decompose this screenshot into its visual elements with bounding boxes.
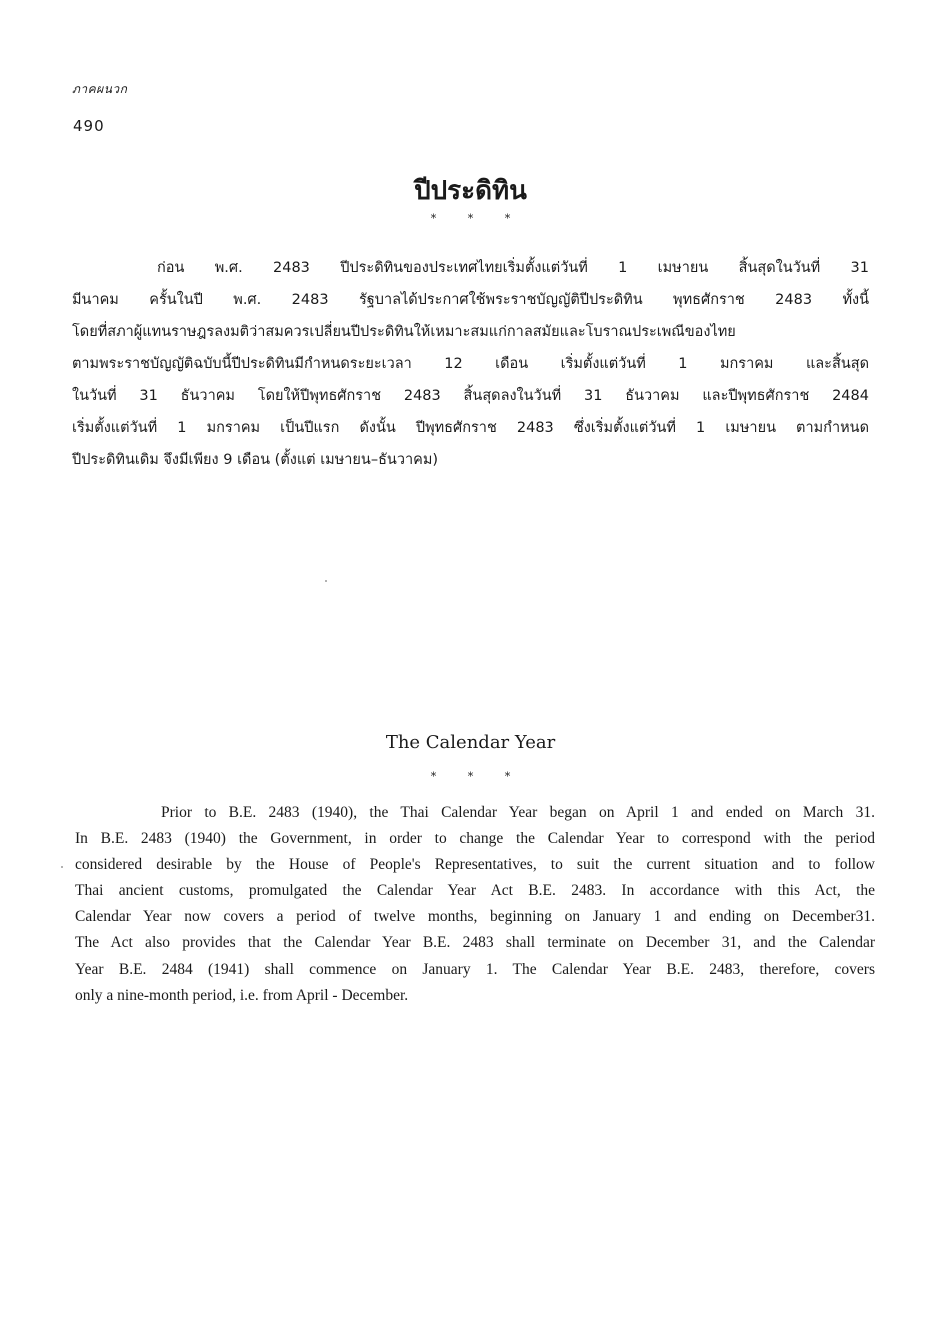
english-line: The Act also provides that the Calendar Year B.E. 2483 shall terminate on December 31, and the Calendar [75, 934, 875, 952]
thai-line: ในวันที่ 31 ธันวาคม โดยให้ปีพุทธศักราช 2483 สิ้นสุดลงในวันที่ 31 ธันวาคม และปีพุทธศักราช 2484 [72, 388, 869, 404]
english-ornament: * * * [430, 770, 511, 783]
english-line: Prior to B.E. 2483 (1940), the Thai Calendar Year began on April 1 and ended on March 31. [161, 804, 875, 821]
english-line: considered desirable by the House of People's Representatives, to suit the current situation and to follow [75, 856, 875, 874]
thai-line: โดยที่สภาผู้แทนราษฎรลงมติว่าสมควรเปลี่ยนปีประดิทินให้เหมาะสมแก่กาลสมัยและโบราณประเพณีของไทย [72, 324, 736, 340]
scan-speck [61, 866, 63, 868]
english-title: The Calendar Year [385, 732, 556, 753]
thai-paragraph [72, 252, 869, 476]
english-line: Thai ancient customs, promulgated the Calendar Year Act B.E. 2483. In accordance with this Act, the [75, 882, 875, 900]
thai-line: ปีประดิทินเดิม จึงมีเพียง 9 เดือน (ตั้งแต่ เมษายน–ธันวาคม) [72, 452, 439, 468]
english-line: Year B.E. 2484 (1941) shall commence on January 1. The Calendar Year B.E. 2483, therefore, covers [75, 960, 875, 978]
english-paragraph [75, 800, 875, 1009]
english-line: only a nine-month period, i.e. from April - December. [75, 986, 409, 1004]
thai-line: มีนาคม ครั้นในปี พ.ศ. 2483 รัฐบาลได้ประกาศใช้พระราชบัญญัติปีประดิทิน พุทธศักราช 2483 ทั้งนี้ [72, 292, 869, 308]
thai-ornament: * * * [430, 212, 511, 225]
thai-line: ตามพระราชบัญญัติฉบับนี้ปีประดิทินมีกำหนดระยะเวลา 12 เดือน เริ่มตั้งแต่วันที่ 1 มกราคม และสิ้นสุด [72, 356, 869, 372]
thai-title: ปีประดิทิน [414, 176, 527, 206]
header-section-label: ภาคผนวก [72, 82, 128, 96]
scan-speck [325, 580, 327, 582]
thai-line: เริ่มตั้งแต่วันที่ 1 มกราคม เป็นปีแรก ดังนั้น ปีพุทธศักราช 2483 ซึ่งเริ่มตั้งแต่วันที่ 1 เมษายน ตามกำหนด [72, 420, 869, 436]
page-number: 490 [73, 117, 105, 135]
thai-line: ก่อน พ.ศ. 2483 ปีประดิทินของประเทศไทยเริ่มตั้งแต่วันที่ 1 เมษายน สิ้นสุดในวันที่ 31 [157, 260, 869, 276]
english-line: In B.E. 2483 (1940) the Government, in order to change the Calendar Year to correspond with the period [75, 830, 875, 848]
english-line: Calendar Year now covers a period of twelve months, beginning on January 1 and ending on December31. [75, 908, 875, 926]
